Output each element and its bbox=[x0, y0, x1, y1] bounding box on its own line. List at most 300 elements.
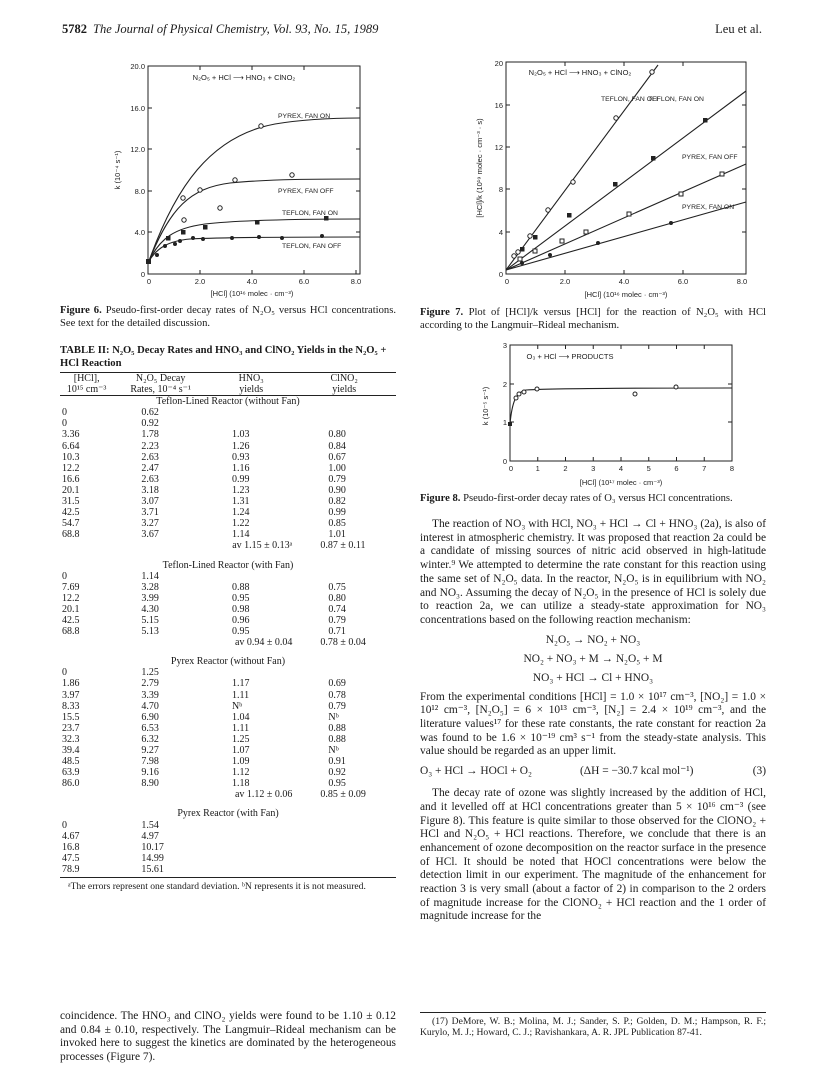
table-cell: 48.5 bbox=[62, 756, 80, 768]
fig7-point bbox=[512, 254, 516, 258]
table-cell: 1.11 bbox=[231, 689, 250, 701]
fig6-xtick: 6.0 bbox=[298, 277, 310, 286]
fig6-curve-labels bbox=[278, 113, 341, 250]
table-cell: 6.53 bbox=[141, 722, 159, 734]
fig7-point bbox=[720, 172, 724, 176]
table-cell: 7.69 bbox=[62, 581, 80, 593]
table-row bbox=[60, 767, 396, 778]
table-cell bbox=[210, 853, 292, 864]
fig8-curve bbox=[510, 388, 732, 424]
fig8-point bbox=[633, 392, 637, 396]
table-cell: 20.1 bbox=[62, 484, 80, 496]
col-header: N₂O₅ Decay bbox=[135, 373, 186, 384]
fig6-point bbox=[166, 236, 171, 241]
table-row bbox=[60, 418, 396, 429]
table-cell: 0.95 bbox=[231, 592, 250, 604]
fig7-point bbox=[533, 235, 538, 240]
table-cell: 0 bbox=[62, 570, 67, 582]
fig6-curve-label: PYREX, FAN OFF bbox=[278, 188, 334, 195]
authors: Leu et al. bbox=[715, 22, 762, 36]
fig8-xtick: 3 bbox=[591, 464, 596, 473]
fig6-ytick: 8.0 bbox=[134, 187, 145, 196]
table-cell: 0.96 bbox=[231, 614, 250, 626]
table-row bbox=[60, 690, 396, 701]
table-cell: 6.64 bbox=[62, 440, 80, 452]
fig8-xtick: 2 bbox=[563, 464, 568, 473]
fig7-curve-label: PYREX, FAN ON bbox=[682, 204, 735, 211]
table-average-row bbox=[60, 637, 396, 648]
fig6-point bbox=[146, 259, 151, 264]
table-cell bbox=[210, 864, 292, 875]
table-cell: 15.61 bbox=[141, 863, 164, 875]
table-row bbox=[60, 571, 396, 582]
fig6-point bbox=[178, 239, 182, 243]
fig6-points-filled bbox=[146, 216, 329, 264]
table-cell bbox=[210, 571, 292, 582]
table-cell: 8.90 bbox=[141, 778, 159, 790]
fig8-x-tick-labels bbox=[509, 464, 734, 473]
table-cell bbox=[292, 842, 396, 853]
footnote-block bbox=[420, 1012, 766, 1039]
table-cell: 0.92 bbox=[141, 418, 159, 430]
table-cell: 0.71 bbox=[328, 626, 346, 638]
table-cell: 42.5 bbox=[62, 614, 80, 626]
table-cell: 1.09 bbox=[231, 756, 250, 768]
fig7-point bbox=[614, 116, 618, 120]
fig6-point bbox=[155, 253, 159, 257]
table-title: TABLE II: N₂O₅ Decay Rates and HNO₃ and ClNO₂ Yields in the N₂O₅ + HCl Reaction bbox=[60, 345, 387, 369]
table-average: av 1.12 ± 0.06 bbox=[234, 789, 293, 801]
fig8-frame bbox=[510, 345, 732, 461]
table-average-row bbox=[60, 789, 396, 800]
table-cell: 1.14 bbox=[231, 529, 250, 541]
table-cell: 9.27 bbox=[141, 745, 159, 756]
fig7-xtick: 4.0 bbox=[618, 277, 630, 286]
table-cell bbox=[292, 571, 396, 582]
fig7-point bbox=[528, 234, 532, 238]
table-cell: 16.6 bbox=[62, 473, 80, 485]
col-header: ClNO₂ bbox=[330, 373, 358, 384]
fig7-point bbox=[679, 192, 683, 196]
table-row bbox=[60, 756, 396, 767]
fig8-xlabel: [HCl] (10¹⁷ molec · cm⁻³) bbox=[579, 478, 663, 487]
table-row bbox=[60, 496, 396, 507]
table-cell: 0.79 bbox=[328, 700, 346, 712]
fig8-point bbox=[535, 387, 539, 391]
fig6-point bbox=[181, 230, 186, 235]
fig8-point bbox=[514, 396, 518, 400]
fig7-point bbox=[650, 70, 654, 74]
table-row bbox=[60, 734, 396, 745]
table-row bbox=[60, 582, 396, 593]
table-row bbox=[60, 441, 396, 452]
fig7-ylabel: [HCl]/k (10¹⁹ molec · cm⁻³ · s) bbox=[475, 118, 484, 218]
fig8-ytick: 1 bbox=[502, 418, 507, 427]
table-cell bbox=[210, 407, 292, 418]
table-cell: 3.71 bbox=[141, 507, 159, 519]
table-cell: 54.7 bbox=[62, 518, 80, 530]
fig6-point bbox=[259, 124, 263, 128]
fig6-xtick: 0 bbox=[146, 277, 152, 286]
table-row bbox=[60, 452, 396, 463]
table-cell: 1.54 bbox=[141, 819, 159, 831]
table-cell: 0.80 bbox=[328, 429, 346, 441]
table-cell: 1.25 bbox=[231, 733, 250, 745]
fig6-curve-label: PYREX, FAN ON bbox=[278, 113, 331, 120]
fig6-point bbox=[290, 173, 294, 177]
table-cell bbox=[292, 418, 396, 429]
fig6-point bbox=[173, 242, 177, 246]
fig7-ytick: 16 bbox=[494, 101, 503, 110]
fig8-point bbox=[674, 385, 678, 389]
fig6-xtick: 8.0 bbox=[350, 277, 362, 286]
fig8-xtick: 8 bbox=[729, 464, 735, 473]
table-row bbox=[60, 864, 396, 875]
fig8-xtick: 1 bbox=[535, 464, 540, 473]
right-body bbox=[420, 518, 766, 924]
table-cell: 2.79 bbox=[141, 678, 159, 690]
fig7-xlabel: [HCl] (10¹⁶ molec · cm⁻³) bbox=[584, 290, 668, 299]
table-cell: 14.99 bbox=[141, 852, 164, 864]
table-cell: 0.79 bbox=[328, 473, 346, 485]
table-cell: 2.47 bbox=[141, 462, 159, 474]
fig7-point bbox=[613, 182, 618, 187]
table-row bbox=[60, 723, 396, 734]
equation: N₂O₅ → NO₂ + NO₃ bbox=[545, 633, 641, 646]
figure-6-caption bbox=[60, 304, 396, 330]
fig7-point bbox=[571, 180, 575, 184]
table-cell: 1.23 bbox=[231, 484, 250, 496]
table-cell bbox=[292, 864, 396, 875]
figure-7-plot bbox=[420, 56, 766, 300]
table-cell: 4.70 bbox=[141, 700, 159, 712]
table-cell: 63.9 bbox=[62, 767, 80, 779]
table-cell: 7.98 bbox=[141, 756, 159, 768]
table-cell: 0.88 bbox=[231, 581, 250, 593]
fig6-x-tick-labels bbox=[147, 277, 361, 286]
table-cell: 2.23 bbox=[141, 440, 159, 452]
caption-text: Pseudo-first-order decay rates of N₂O₅ versus HCl concentrations. See text for the detailed discussion. bbox=[60, 305, 396, 329]
fig7-point bbox=[627, 212, 631, 216]
table-cell: 39.4 bbox=[62, 745, 80, 756]
table-cell: 5.15 bbox=[141, 614, 159, 626]
fig8-points-open bbox=[514, 385, 678, 400]
fig6-ytick: 20.0 bbox=[130, 62, 145, 71]
fig7-ytick: 12 bbox=[494, 143, 503, 152]
fig8-ytick: 0 bbox=[502, 457, 507, 466]
table-cell: 3.99 bbox=[141, 592, 159, 604]
table-cell: 1.01 bbox=[328, 529, 346, 541]
table-cell bbox=[292, 831, 396, 842]
table-cell bbox=[292, 853, 396, 864]
table-cell: 5.13 bbox=[141, 626, 159, 638]
fig6-curve-label: TEFLON, FAN ON bbox=[282, 210, 338, 217]
fig8-point bbox=[522, 390, 526, 394]
table-cell: 6.90 bbox=[141, 711, 159, 723]
table-cell bbox=[210, 667, 292, 678]
table-average: av 0.94 ± 0.04 bbox=[234, 637, 293, 649]
reference-17: (17) DeMore, W. B.; Molina, M. J.; Sander, S. P.; Golden, D. M.; Hampson, R. F.; Kurylo, M. J.; Howard, C. J.; Ravishankara, A. R. JPL Publication 87-41. bbox=[420, 1016, 766, 1039]
table-row bbox=[60, 407, 396, 418]
table-cell: 10.3 bbox=[62, 451, 80, 463]
fig6-xtick: 2.0 bbox=[194, 277, 206, 286]
table-cell: 10.17 bbox=[141, 841, 164, 853]
table-average: 0.87 ± 0.11 bbox=[320, 540, 366, 552]
fig7-frame bbox=[506, 62, 746, 274]
fig7-ytick: 0 bbox=[498, 270, 503, 279]
fig7-ytick: 8 bbox=[498, 185, 503, 194]
fig8-xtick: 5 bbox=[646, 464, 651, 473]
col-header: Rates, 10⁻⁴ s⁻¹ bbox=[130, 384, 191, 396]
table-cell: 32.3 bbox=[62, 733, 80, 745]
table-footnote: ᵃThe errors represent one standard deviation. ᵇN represents it is not measured. bbox=[68, 881, 366, 893]
table-cell: 0.90 bbox=[328, 484, 346, 496]
table-section-title: Teflon-Lined Reactor (with Fan) bbox=[162, 559, 294, 571]
table-cell: 1.18 bbox=[231, 778, 250, 790]
table-cell: 1.03 bbox=[231, 429, 250, 441]
fig6-point bbox=[280, 236, 284, 240]
table-row bbox=[60, 820, 396, 831]
table-cell: 3.18 bbox=[141, 484, 159, 496]
equation-3-enthalpy: (ΔH = −30.7 kcal mol⁻¹) bbox=[580, 765, 694, 778]
fig7-curve-label: PYREX, FAN OFF bbox=[682, 154, 738, 161]
equation-3 bbox=[420, 765, 766, 781]
table-cell: 0.92 bbox=[328, 767, 346, 779]
fig6-point bbox=[198, 188, 202, 192]
table-cell: 3.27 bbox=[141, 518, 159, 530]
caption-text: Plot of [HCl]/k versus [HCl] for the reaction of N₂O₅ with HCl according to the Langmuir–Rideal mechanism. bbox=[420, 307, 766, 331]
table-cell: 3.67 bbox=[141, 529, 159, 541]
table-row bbox=[60, 701, 396, 712]
fig7-xtick: 2.0 bbox=[559, 277, 571, 286]
fig7-point bbox=[584, 230, 588, 234]
fig7-y-tick-labels bbox=[495, 59, 503, 279]
table-row bbox=[60, 626, 396, 637]
fig6-point bbox=[203, 225, 208, 230]
fig8-ytick: 3 bbox=[502, 341, 507, 350]
equation-block bbox=[420, 631, 766, 688]
table-cell bbox=[210, 831, 292, 842]
fig6-point bbox=[255, 220, 260, 225]
fig8-point bbox=[517, 392, 521, 396]
fig7-point bbox=[567, 213, 572, 218]
caption-label: Figure 8. bbox=[420, 493, 461, 504]
journal-name: The Journal of Physical Chemistry, Vol. 93, No. 15, 1989 bbox=[93, 22, 379, 36]
page-number: 5782 bbox=[62, 22, 87, 36]
table-cell: 1.14 bbox=[141, 570, 159, 582]
fig7-ytick: 20 bbox=[494, 59, 503, 68]
fig6-point bbox=[320, 234, 324, 238]
table-average: av 1.15 ± 0.13ᵃ bbox=[232, 540, 293, 552]
fig8-ticks bbox=[510, 345, 732, 461]
fig7-xtick: 6.0 bbox=[677, 277, 689, 286]
fig6-points-open bbox=[181, 124, 294, 222]
table-row bbox=[60, 463, 396, 474]
table-row bbox=[60, 745, 396, 756]
fig6-curve-label: TEFLON, FAN OFF bbox=[282, 243, 342, 250]
table-cell: 0 bbox=[62, 667, 67, 679]
fig6-point bbox=[182, 218, 186, 222]
table-cell: 0.91 bbox=[328, 756, 346, 768]
table-row bbox=[60, 842, 396, 853]
table-cell: 1.31 bbox=[231, 496, 250, 508]
table-cell: 1.26 bbox=[231, 440, 250, 452]
figure-8-plot bbox=[420, 340, 766, 488]
table-cell: Nᵇ bbox=[328, 711, 339, 723]
table-row bbox=[60, 507, 396, 518]
fig8-xtick: 4 bbox=[618, 464, 624, 473]
table-row bbox=[60, 667, 396, 678]
caption-label: Figure 7. bbox=[420, 307, 464, 318]
fig6-point bbox=[181, 196, 185, 200]
figure-7 bbox=[420, 56, 766, 300]
equation-3-reaction: O₃ + HCl → HOCl + O₂ bbox=[420, 765, 532, 778]
fig6-ytick: 0 bbox=[140, 270, 145, 279]
table-cell: 1.12 bbox=[231, 767, 250, 779]
table-row bbox=[60, 593, 396, 604]
paragraph: The reaction of NO₃ with HCl, NO₃ + HCl → Cl + HNO₃ (2a), is also of interest in atmospheric chemistry. It was proposed that reaction 2a could be a candidate of missing sources of nitric acid observed in high-latitude winter.⁹ We attempted to determine the rate constant for this reaction using the same set of N₂O₅ data. In the reactor, N₂O₅ is in equilibrium with NO₂ and NO₃. Assuming the decay of N₂O₅ in the presence of HCl is solely due to reaction 2a, we can utilize a steady-state approximation for NO₃ concentrations based on the following reaction mechanism: bbox=[420, 518, 766, 626]
fig6-ytick: 4.0 bbox=[134, 228, 145, 237]
table-cell: 0.85 bbox=[328, 518, 346, 530]
fig7-point bbox=[560, 239, 564, 243]
table-row bbox=[60, 712, 396, 723]
col-header: 10¹⁵ cm⁻³ bbox=[66, 384, 107, 396]
table-cell: 1.16 bbox=[231, 462, 250, 474]
table-cell: 0.95 bbox=[231, 626, 250, 638]
fig7-ytick: 4 bbox=[498, 228, 503, 237]
fig8-xtick: 7 bbox=[702, 464, 707, 473]
table-cell: 0.84 bbox=[328, 440, 346, 452]
table-cell: 1.04 bbox=[231, 711, 250, 723]
table-cell bbox=[292, 820, 396, 831]
table-section-title: Pyrex Reactor (with Fan) bbox=[177, 808, 279, 820]
fig7-point bbox=[546, 208, 550, 212]
table-cell: 3.07 bbox=[141, 496, 159, 508]
table-average: 0.78 ± 0.04 bbox=[320, 637, 366, 649]
table-cell: 0.93 bbox=[231, 451, 250, 463]
fig6-ytick: 12.0 bbox=[130, 145, 145, 154]
left-body-text: coincidence. The HNO₃ and ClNO₂ yields were found to be 1.10 ± 0.12 and 0.84 ± 0.10, respectively. The Langmuir–Rideal mechanism can be invoked here to suggest the kinetics are dominated by the heterogeneous processes (Figure 7). bbox=[60, 1010, 396, 1064]
table-cell: 3.97 bbox=[62, 689, 80, 701]
figure-8-caption bbox=[420, 492, 766, 505]
table-cell: Nᵇ bbox=[231, 700, 243, 712]
fig8-xtick: 6 bbox=[674, 464, 679, 473]
caption-text: Pseudo-first-order decay rates of O₃ versus HCl concentrations. bbox=[460, 493, 733, 504]
table-cell: 0 bbox=[62, 418, 67, 430]
col-header: yields bbox=[332, 384, 357, 396]
table-cell: 1.07 bbox=[231, 745, 250, 756]
fig7-point bbox=[548, 253, 552, 257]
table-average: 0.85 ± 0.09 bbox=[320, 789, 366, 801]
table-cell: 2.63 bbox=[141, 451, 159, 463]
table-cell: 42.5 bbox=[62, 507, 80, 519]
fig6-xtick: 4.0 bbox=[246, 277, 258, 286]
table-2 bbox=[60, 345, 396, 893]
table-cell: 0.99 bbox=[231, 473, 250, 485]
table-row bbox=[60, 529, 396, 540]
table-cell: 20.1 bbox=[62, 603, 80, 615]
fig7-point bbox=[596, 241, 600, 245]
table-cell: 0.79 bbox=[328, 614, 346, 626]
table-cell: 0.74 bbox=[328, 603, 346, 615]
fig6-point bbox=[218, 206, 222, 210]
table-cell: 0 bbox=[62, 407, 67, 419]
table-cell: 0.99 bbox=[328, 507, 346, 519]
fig6-point bbox=[163, 244, 167, 248]
paragraph: The decay rate of ozone was slightly increased by the addition of HCl, and it levelled off at HCl concentrations greater than 5 × 10¹⁶ cm⁻³ (see Figure 8). This feature is quite similar to those observed for the ClONO₂ + HCl and N₂O₅ + HCl reactions. Therefore, we conclude that there is an enhancement of ozone decomposition on the reactor surface in the presence of HCl. It should be noted that HOCl concentrations were below the detection limit in our experiment. The magnitude of the enhancement for reaction 3 is very small (about a factor of 2) in comparison to the 2 orders of magnitude increase for the ClONO₂ + HCl reaction and the 1 order of magnitude increase for the bbox=[420, 787, 766, 923]
fig6-xlabel: [HCl] (10¹⁶ molec · cm⁻³) bbox=[210, 289, 294, 298]
fig6-point bbox=[191, 236, 195, 240]
table-cell: 6.32 bbox=[141, 733, 159, 745]
fig7-ticks bbox=[506, 62, 746, 274]
table-row bbox=[60, 853, 396, 864]
equation-3-number: (3) bbox=[752, 765, 766, 778]
table-cell: 3.28 bbox=[141, 581, 159, 593]
table-cell: 12.2 bbox=[62, 592, 80, 604]
fig7-point bbox=[518, 257, 522, 261]
table-row bbox=[60, 604, 396, 615]
col-header: yields bbox=[239, 384, 264, 396]
table-cell: 0.80 bbox=[328, 592, 346, 604]
fig7-equation: N₂O₅ + HCl ⟶ HNO₃ + ClNO₂ bbox=[528, 68, 632, 77]
fig7-xtick: 8.0 bbox=[736, 277, 748, 286]
fig6-ytick: 16.0 bbox=[130, 104, 145, 113]
fig7-point bbox=[516, 250, 520, 254]
table-cell: 0.75 bbox=[328, 581, 346, 593]
fig7-curve-label: TEFLON, FAN ON bbox=[648, 96, 704, 103]
figure-6 bbox=[60, 58, 396, 298]
fig7-point bbox=[520, 247, 525, 252]
fig6-point bbox=[257, 235, 261, 239]
table-row bbox=[60, 778, 396, 789]
table-cell bbox=[210, 820, 292, 831]
table-cell: 4.97 bbox=[141, 830, 159, 842]
table-cell: 0.78 bbox=[328, 689, 346, 701]
col-header: [HCl], bbox=[73, 373, 100, 384]
fig7-point bbox=[669, 221, 673, 225]
fig7-line-pyrex-fan-on bbox=[506, 202, 746, 270]
table-2-grid bbox=[60, 373, 396, 875]
table-cell: 23.7 bbox=[62, 722, 80, 734]
equation: NO₃ + HCl → Cl + HNO₃ bbox=[532, 671, 654, 684]
table-row bbox=[60, 485, 396, 496]
fig8-point bbox=[508, 422, 512, 426]
table-row bbox=[60, 615, 396, 626]
figure-8 bbox=[420, 340, 766, 488]
table-cell: 4.30 bbox=[141, 603, 159, 615]
fig8-ylabel: k (10⁻⁵ s⁻¹) bbox=[481, 386, 490, 426]
table-cell: 1.78 bbox=[141, 429, 159, 441]
table-cell bbox=[210, 418, 292, 429]
table-cell: Nᵇ bbox=[328, 745, 339, 756]
caption-label: Figure 6. bbox=[60, 305, 102, 316]
fig6-point bbox=[201, 237, 205, 241]
fig7-xtick: 0 bbox=[504, 277, 510, 286]
table-cell: 68.8 bbox=[62, 626, 80, 638]
table-cell: 1.22 bbox=[231, 518, 250, 530]
fig7-point bbox=[520, 261, 524, 265]
table-cell: 1.24 bbox=[231, 507, 250, 519]
table-cell: 68.8 bbox=[62, 529, 80, 541]
table-cell: 47.5 bbox=[62, 852, 80, 864]
table-cell: 0.98 bbox=[231, 603, 250, 615]
table-cell: 0.62 bbox=[141, 407, 159, 419]
table-cell: 31.5 bbox=[62, 496, 80, 508]
table-cell: 0.82 bbox=[328, 496, 346, 508]
figure-7-caption bbox=[420, 306, 766, 332]
table-cell: 78.9 bbox=[62, 863, 80, 875]
fig6-equation: N₂O₅ + HCl ⟶ HNO₃ + ClNO₂ bbox=[192, 73, 296, 82]
